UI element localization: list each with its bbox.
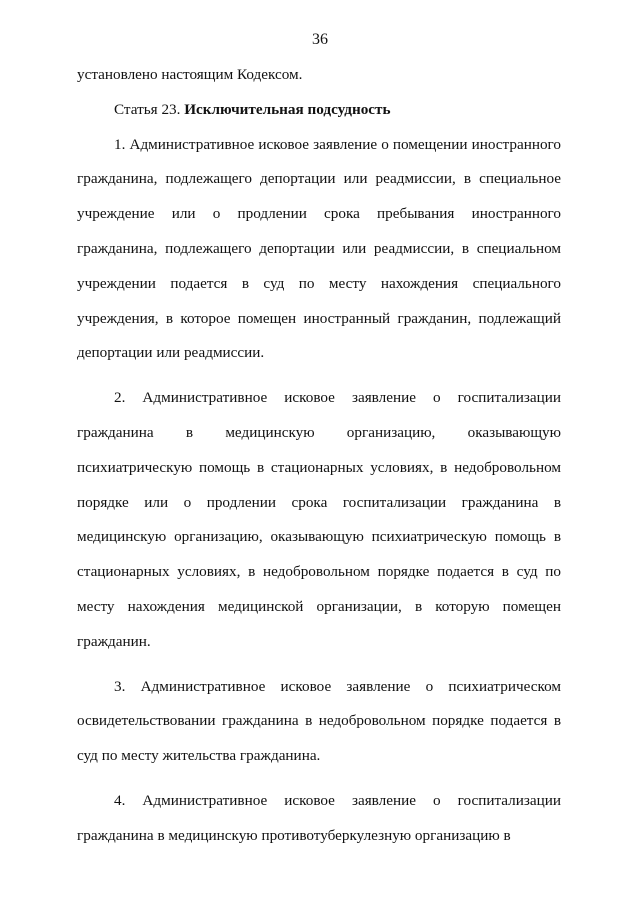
paragraph-3: 3. Административное исковое заявление о психиатрическом освидетельствовании гражданина в недобровольном порядке подается в суд по месту жительства гражданина. xyxy=(77,677,561,765)
paragraph-4: 4. Административное исковое заявление о госпитализации гражданина в медицинскую противотуберкулезную организацию в xyxy=(77,791,561,844)
article-title: Исключительная подсудность xyxy=(184,100,391,118)
article-label: Статья 23. xyxy=(114,100,185,118)
document-body xyxy=(77,58,561,854)
article-heading xyxy=(77,93,561,128)
paragraph-1: 1. Административное исковое заявление о помещении иностранного гражданина, подлежащего депортации или реадмиссии, в специальное учреждение или о продлении срока пребывания иностранного гражданина, подлежащего депортации или реадмиссии, в специальном учреждении подается в суд по месту нахождения специального учреждения, в которое помещен иностранный гражданин, подлежащий депортации или реадмиссии. xyxy=(77,135,561,362)
paragraph-2: 2. Административное исковое заявление о госпитализации гражданина в медицинскую организацию, оказывающую психиатрическую помощь в стационарных условиях, в недобровольном порядке или о продлении срока госпитализации гражданина в медицинскую организацию, оказывающую психиатрическую помощь в стационарных условиях, в недобровольном порядке подается в суд по месту нахождения медицинской организации, в которую помещен гражданин. xyxy=(77,389,561,650)
page-number: 36 xyxy=(312,31,328,48)
paragraph-gap xyxy=(77,660,561,670)
continuation-text: установлено настоящим Кодексом. xyxy=(77,66,303,83)
paragraph-gap xyxy=(77,774,561,784)
paragraph-gap xyxy=(77,371,561,381)
